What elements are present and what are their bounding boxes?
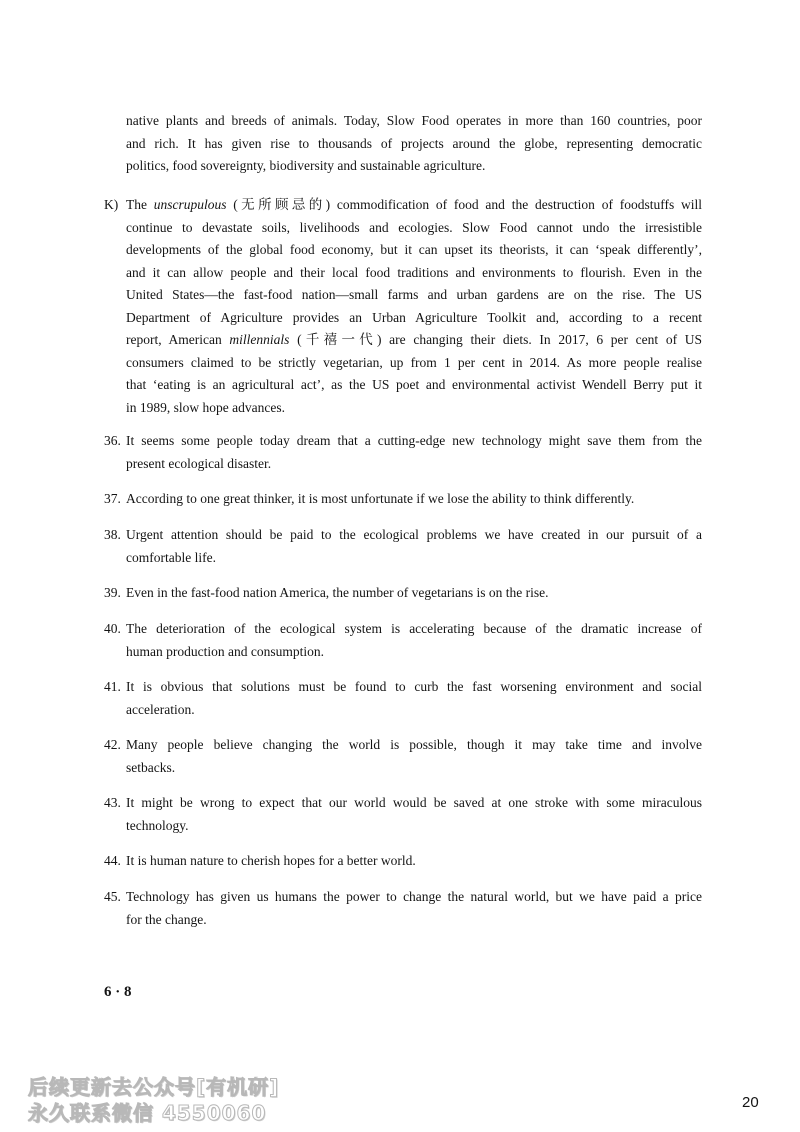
paragraph-j (126, 110, 702, 178)
question-number: 39. (104, 585, 121, 600)
paragraph-k-label: K) (104, 197, 119, 212)
question-line: setbacks. (126, 759, 176, 775)
watermark (28, 1074, 279, 1126)
paragraph-k-line: United States—the fast-food nation—small farms and urban gardens are on the rise. The US (126, 287, 702, 302)
question-number: 42. (104, 737, 121, 752)
question-statement (126, 886, 702, 931)
question-line: It might be wrong to expect that our world would be saved at one stroke with some miraculous (126, 795, 702, 810)
question-number: 37. (104, 491, 121, 506)
italic-term: millennials (229, 332, 290, 347)
paragraph-k-line: developments of the global food economy, but it can upset its theorists, it can ‘speak differently’, (126, 242, 702, 257)
question-statement (126, 676, 702, 721)
question-line: for the change. (126, 911, 207, 927)
page-number: 20 (742, 1094, 759, 1111)
paragraph-j-line: politics, food sovereignty, biodiversity and sustainable agriculture. (126, 158, 486, 173)
paragraph-k-line: Department of Agriculture provides an Urban Agriculture Toolkit and, according to a recent (126, 309, 702, 325)
question-statement (126, 792, 702, 837)
question-line: Urgent attention should be paid to the ecological problems we have created in our pursuit of a (126, 527, 702, 542)
question-number: 36. (104, 433, 121, 448)
question-line: human production and consumption. (126, 643, 324, 659)
text-fragment: The (126, 197, 154, 212)
question-line: present ecological disaster. (126, 455, 272, 471)
paragraph-k-line: continue to devastate soils, livelihoods and ecologies. Slow Food cannot undo the irresistible (126, 219, 702, 235)
question-statement (126, 488, 702, 511)
paragraph-k-line: and it can allow people and their local food traditions and environments to flourish. Even in the (126, 264, 702, 280)
question-line: It is human nature to cherish hopes for a better world. (126, 853, 416, 868)
question-number: 41. (104, 679, 121, 694)
question-statement (126, 582, 702, 605)
question-line: Even in the fast-food nation America, the number of vegetarians is on the rise. (126, 585, 549, 600)
question-statement (126, 734, 702, 779)
question-number: 43. (104, 795, 121, 810)
question-line: Many people believe changing the world is possible, though it may take time and involve (126, 737, 702, 752)
paragraph-k-line: that ‘eating is an agricultural act’, as the US poet and environmental activist Wendell Berry put it (126, 377, 702, 392)
paragraph-k-line: in 1989, slow hope advances. (126, 399, 285, 415)
question-number: 40. (104, 621, 121, 636)
question-line: According to one great thinker, it is most unfortunate if we lose the ability to think differently. (126, 491, 635, 506)
watermark-line: 后续更新去公众号[有机研] (28, 1075, 280, 1099)
question-number: 45. (104, 889, 121, 904)
text-fragment: (千禧一代) are changing their diets. In 2017, 6 per cent of US (289, 332, 702, 347)
paragraph-k (126, 194, 702, 419)
paragraph-k-line (126, 329, 702, 352)
question-statement (126, 618, 702, 663)
watermark-line: 永久联系微信 4550060 (28, 1101, 267, 1125)
question-line: It is obvious that solutions must be found to curb the fast worsening environment and social (126, 679, 702, 694)
paragraph-k-line: consumers claimed to be strictly vegetarian, up from 1 per cent in 2014. As more people realise (126, 354, 702, 370)
question-line: acceleration. (126, 701, 195, 717)
question-line: technology. (126, 817, 189, 833)
paragraph-k-line (126, 194, 702, 217)
section-mark: 6 · 8 (104, 984, 132, 1000)
question-line: The deterioration of the ecological system is accelerating because of the dramatic increase of (126, 621, 702, 636)
question-statement (126, 524, 702, 569)
paragraph-j-line: and rich. It has given rise to thousands of projects around the globe, representing democratic (126, 135, 702, 151)
question-number: 44. (104, 853, 121, 868)
question-number: 38. (104, 527, 121, 542)
italic-term: unscrupulous (153, 197, 227, 212)
question-line: It seems some people today dream that a cutting-edge new technology might save them from the (126, 433, 702, 448)
text-fragment: (无所顾忌的) commodification of food and the destruction of foodstuffs will (226, 197, 702, 212)
question-line: comfortable life. (126, 549, 216, 565)
question-line: Technology has given us humans the power to change the natural world, but we have paid a price (126, 889, 702, 904)
paragraph-j-line: native plants and breeds of animals. Today, Slow Food operates in more than 160 countries, poor (126, 113, 702, 128)
text-fragment: report, American (126, 332, 230, 347)
question-statement (126, 430, 702, 475)
question-statement (126, 850, 702, 873)
